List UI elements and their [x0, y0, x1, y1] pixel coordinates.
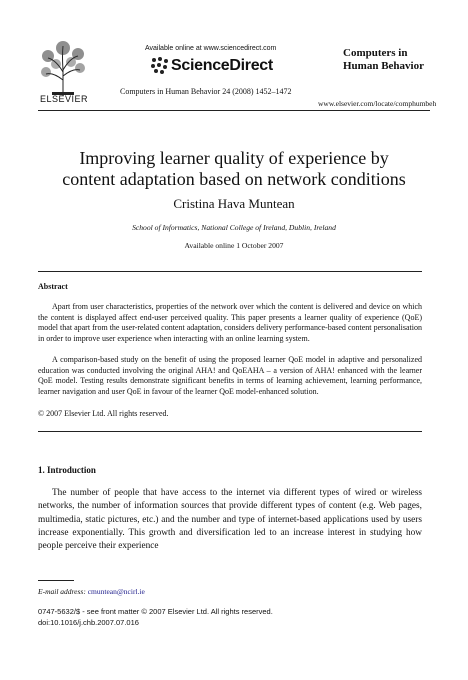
- abstract-paragraph-2: A comparison-based study on the benefit of using the proposed learner QoE model in adaptive and personalized education was conducted involving the original AHA! and QoEAHA – a version of AHA! enhanced with the learner QoE model. Testing results demonstrate significant benefits in terms of learning achievement, learning performance, learner navigation and user QoE in favour of the learner QoE model-enhanced solution.: [38, 355, 422, 396]
- journal-name-line2: Human Behavior: [343, 60, 424, 72]
- abstract-paragraph-1: Apart from user characteristics, properties of the network over which the content is delivered and device on which the content is displayed affect end-user perceived quality. This paper presents a learner quality of experience (QoE) model that apart from the user-related content adaptation, considers delivery performance-based content personalisation in order to improve user experience when interacting with an online learning system.: [38, 302, 422, 343]
- publisher-wordmark: ELSEVIER: [39, 94, 89, 104]
- introduction-paragraph: The number of people that have access to the internet via different types of wired or wireless networks, the number of information sources that provide different types of content (e.g. Web pages, multimedia, static pictures, etc.) and the number and type of internet-based applications used by users increase exponentially. This growth and diversification led to an increase interest in studying how people perceive their experience: [38, 488, 422, 552]
- sciencedirect-icon: [150, 56, 170, 76]
- abstract-heading: Abstract: [38, 282, 68, 291]
- elsevier-tree-logo: [38, 40, 88, 98]
- email-link[interactable]: cmuntean@ncirl.ie: [87, 587, 145, 596]
- available-online-note[interactable]: Available online at www.sciencedirect.com: [145, 45, 277, 52]
- header-rule: [38, 110, 430, 111]
- title-line1: Improving learner quality of experience by: [79, 148, 389, 168]
- platform-wordmark: ScienceDirect: [171, 57, 273, 74]
- title-line2: content adaptation based on network conditions: [62, 169, 406, 189]
- doi-line[interactable]: doi:10.1016/j.chb.2007.07.016: [38, 618, 139, 627]
- journal-url-link[interactable]: www.elsevier.com/locate/comphumbeh: [318, 99, 437, 108]
- footnote: [38, 587, 145, 596]
- issn-line: 0747-5632/$ - see front matter © 2007 Elsevier Ltd. All rights reserved.: [38, 607, 273, 616]
- email-label: E-mail address:: [38, 587, 86, 596]
- article-title: [40, 148, 428, 190]
- author-name: Cristina Hava Muntean: [173, 196, 295, 211]
- copyright-notice: © 2007 Elsevier Ltd. All rights reserved.: [38, 409, 169, 418]
- journal-reference: Computers in Human Behavior 24 (2008) 1452–1472: [120, 87, 292, 96]
- abstract-bottom-rule: [38, 431, 422, 432]
- footnote-rule: [38, 580, 74, 581]
- author-affiliation: School of Informatics, National College of Ireland, Dublin, Ireland: [132, 223, 336, 232]
- section-heading: 1. Introduction: [38, 465, 96, 475]
- journal-name: [343, 47, 443, 73]
- journal-name-line1: Computers in: [343, 47, 408, 59]
- available-online-date: Available online 1 October 2007: [184, 241, 284, 250]
- abstract-top-rule: [38, 271, 422, 272]
